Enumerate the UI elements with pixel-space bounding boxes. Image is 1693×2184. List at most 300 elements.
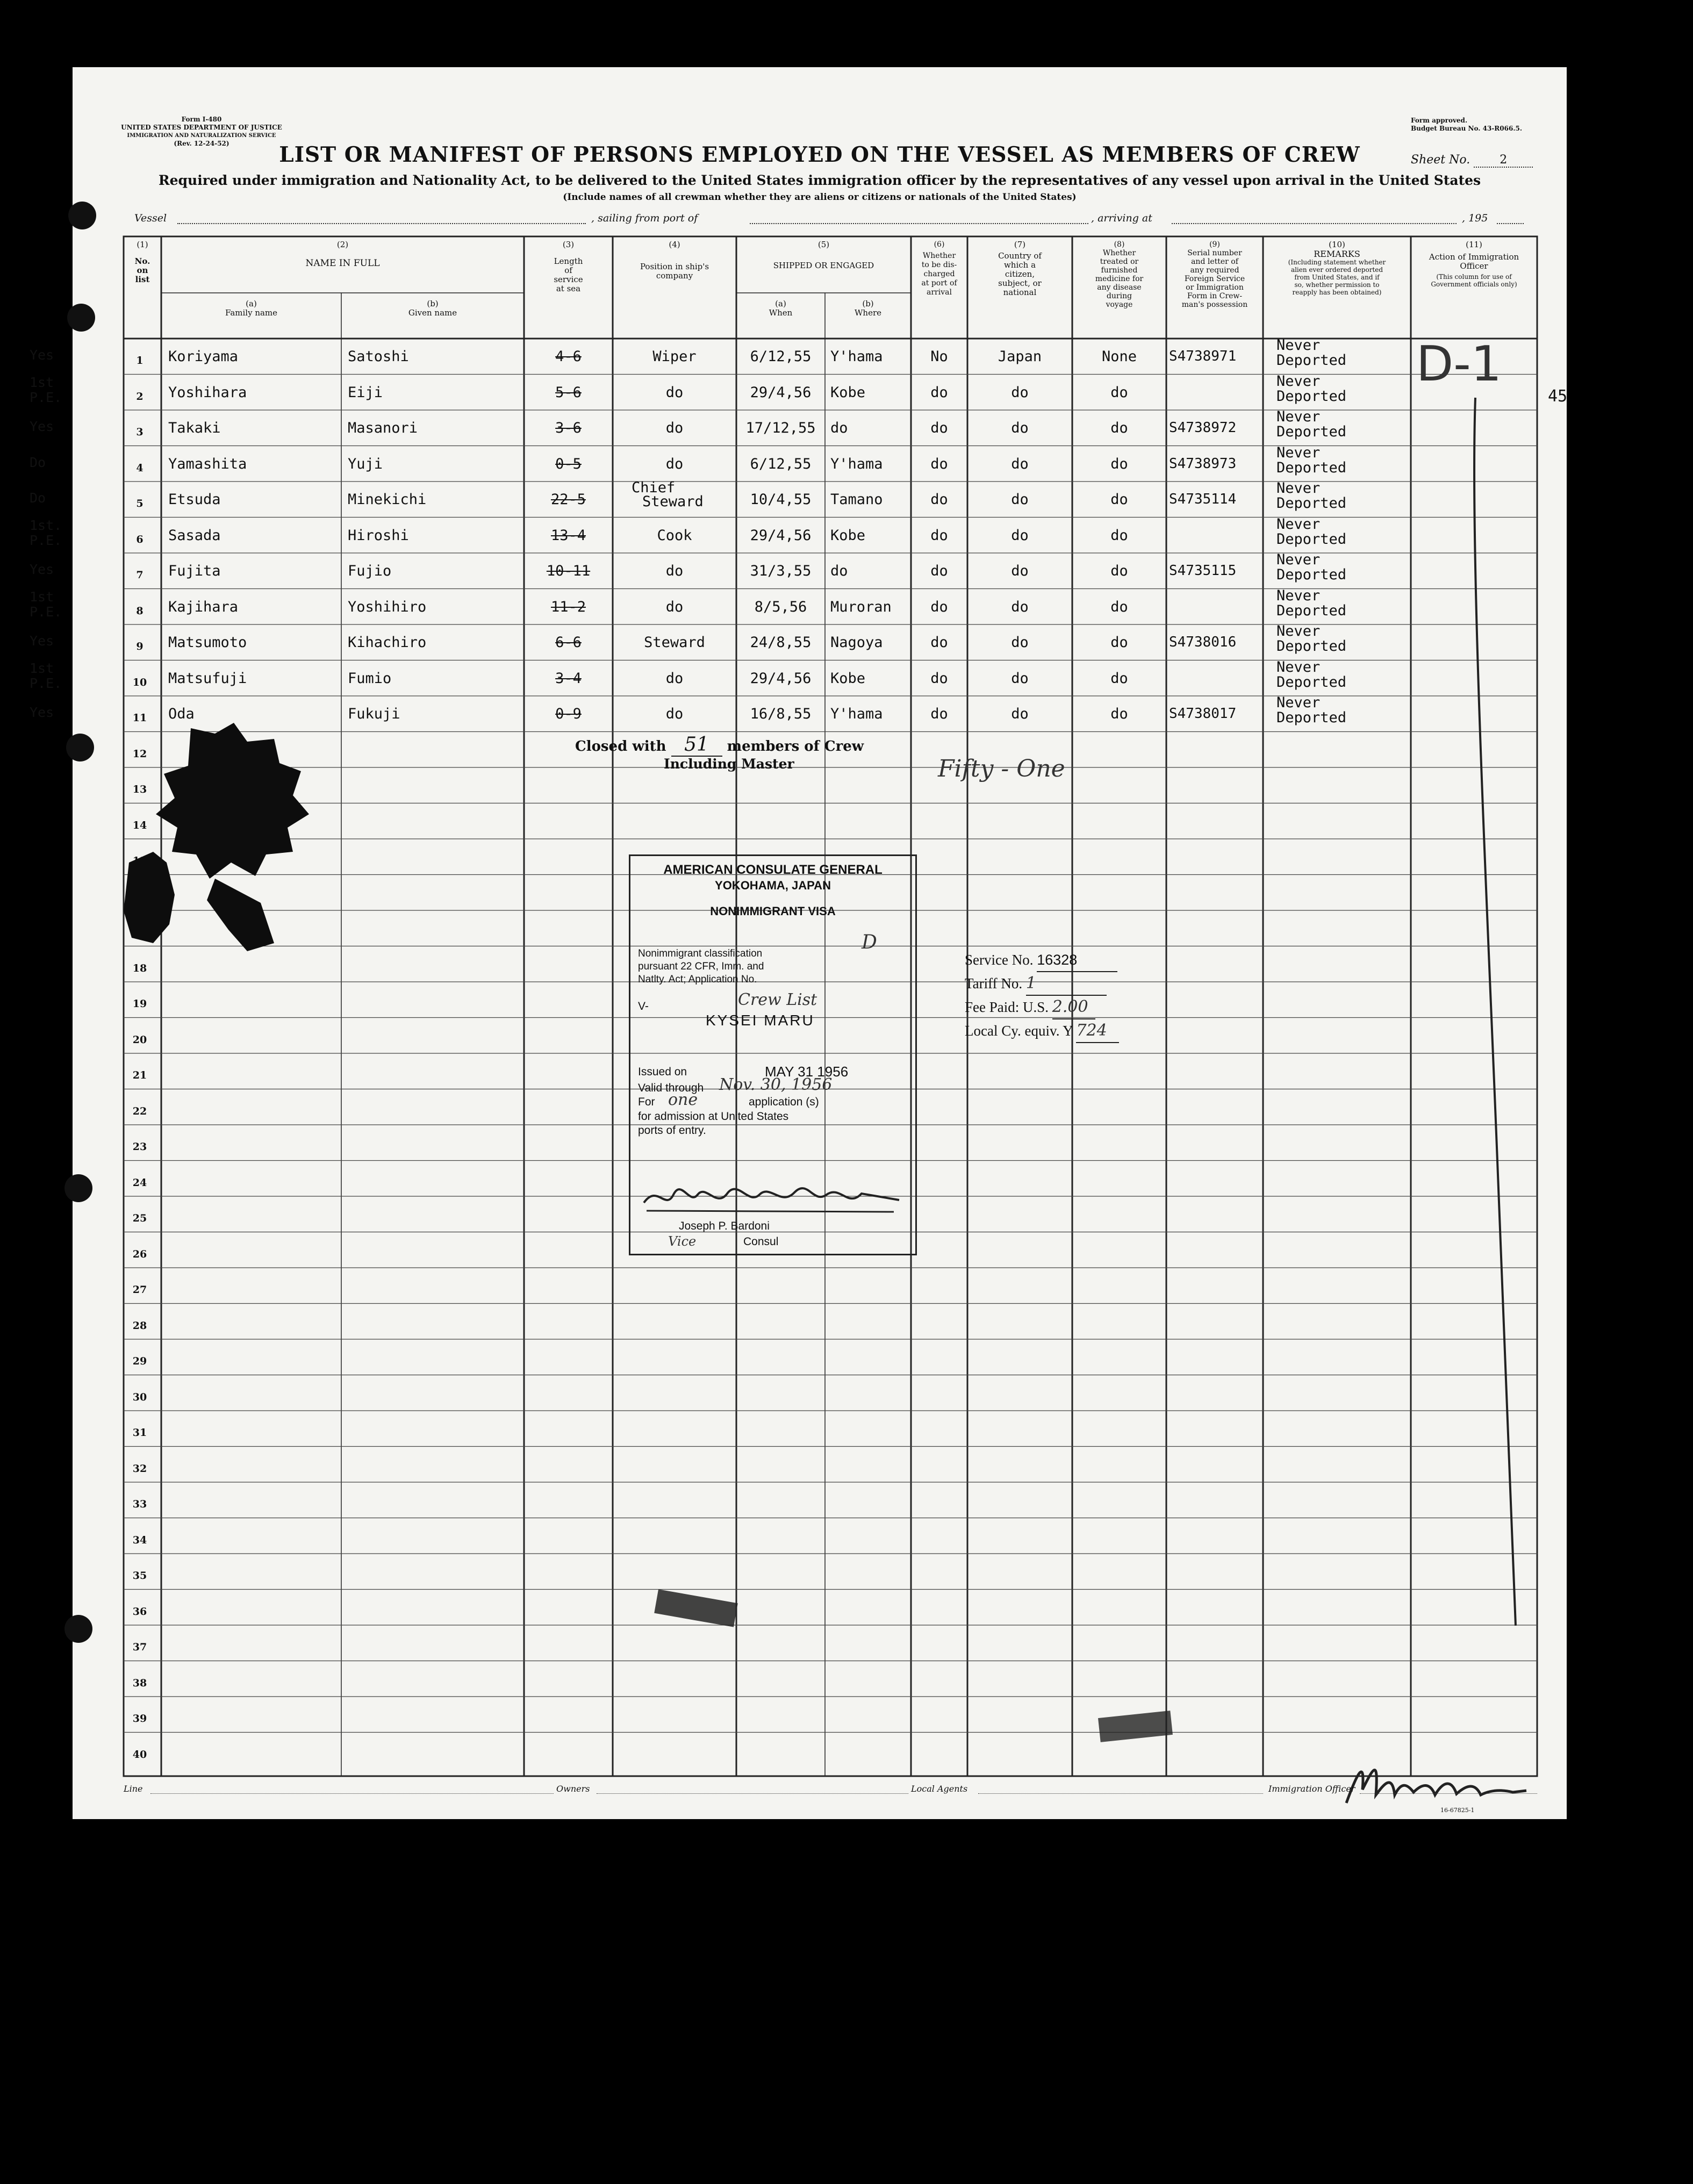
row-number: 10 (132, 676, 147, 688)
family-name: Yamashita (168, 455, 247, 472)
row-number: 9 (136, 641, 144, 652)
page-subtitle: Required under immigration and Nationality Act, to be delivered to the United States immigration officer by the representatives of any vessel upon arrival in the United States (158, 173, 1481, 188)
crew-count: 51 (671, 734, 722, 757)
col-index: (4) (669, 240, 680, 249)
footer-officer-label: Immigration Officer (1268, 1784, 1355, 1794)
crew-row (30, 372, 1567, 411)
col-index: (1) (137, 240, 148, 249)
fee-label: Fee Paid: U.S. (965, 999, 1049, 1015)
col-title-line: When (769, 308, 793, 318)
position: Cook (657, 527, 692, 544)
sheet-label: Sheet No. (1411, 153, 1470, 167)
stamp-signer-title: Vice (668, 1234, 697, 1249)
row-number: 20 (132, 1033, 147, 1046)
stamp-issued-date: MAY 31 1956 (765, 1064, 849, 1080)
crew-row (30, 479, 1567, 518)
col-title-line: furnished (1101, 266, 1138, 275)
col-header-shipped (736, 240, 911, 270)
stamp-valid-label: Valid through (638, 1082, 704, 1094)
service-length: 0-9 (555, 706, 582, 722)
col-index: (7) (1014, 240, 1026, 249)
family-name: Fujita (168, 563, 221, 579)
row-number: 13 (132, 784, 147, 795)
remarks: Deported (1276, 602, 1347, 619)
stamp-issued-label: Issued on (638, 1066, 687, 1078)
medicine: do (1110, 384, 1128, 401)
service-length: 10-11 (546, 563, 591, 579)
stamp-consul: Consul (743, 1235, 779, 1248)
shipped-when: 10/4,55 (750, 491, 812, 508)
crew-row (30, 337, 1567, 375)
medicine: do (1110, 670, 1128, 687)
footer-agents-field (978, 1793, 1263, 1794)
medicine: None (1101, 348, 1137, 365)
col-title-line: citizen, (1005, 269, 1035, 279)
shipped-where: do (830, 563, 848, 579)
stamp-v-label: V- (638, 1000, 649, 1012)
stamp-line: pursuant 22 CFR, Imm. and (638, 961, 764, 972)
service-length: 5-6 (555, 384, 582, 401)
shipped-where: Y'hama (830, 455, 883, 472)
col-title-line: any required (1190, 266, 1239, 275)
shipped-when: 8/5,56 (754, 598, 807, 615)
col-index: (9) (1209, 240, 1220, 249)
remarks: Deported (1276, 638, 1347, 655)
crew-count-words: Fifty - One (938, 755, 1065, 782)
col-title-line: arrival (927, 288, 952, 297)
stamp-for-value: one (668, 1090, 698, 1109)
fee-tariff-row (965, 972, 1233, 996)
service-length: 13-4 (550, 527, 586, 544)
col-title-line: and letter of (1191, 257, 1238, 266)
arriving-label: , arriving at (1091, 212, 1152, 224)
col-header-service (524, 240, 613, 293)
given-name: Eiji (348, 384, 383, 401)
fee-service-row (965, 949, 1233, 972)
stamp-line: Natlty. Act; Application No. (638, 974, 757, 985)
family-name: Koriyama (168, 348, 239, 365)
country: do (1011, 527, 1029, 544)
row-number: 25 (132, 1212, 147, 1224)
col-index: (b) (427, 299, 439, 308)
medicine: do (1110, 420, 1128, 436)
remarks: Deported (1276, 352, 1347, 369)
remarks: Never (1276, 408, 1321, 425)
punch-hole (67, 304, 95, 332)
local-label: Local Cy. equiv. Y (965, 1023, 1073, 1039)
country: do (1011, 670, 1029, 687)
col-title-line: Government officials only) (1431, 281, 1517, 288)
col-title-line: alien ever ordered deported (1290, 266, 1383, 274)
col-title-line: list (135, 275, 150, 284)
stamp-admission (638, 1110, 788, 1138)
remarks: Never (1276, 587, 1321, 604)
boarding-note: P.E. (30, 604, 62, 620)
boarding-note: 1st (30, 660, 54, 676)
discharge: do (930, 670, 948, 687)
col-title-line: medicine for (1095, 275, 1144, 283)
row-number: 32 (132, 1462, 147, 1475)
remarks: Deported (1276, 387, 1347, 405)
given-name: Kihachiro (348, 634, 427, 651)
col-title-line: Position in ship's (640, 262, 709, 271)
position: do (665, 563, 684, 579)
col-title-line: Form in Crew- (1187, 292, 1243, 300)
col-header-given (341, 299, 524, 318)
country: do (1011, 420, 1029, 436)
col-title-line: SHIPPED OR ENGAGED (773, 261, 874, 270)
remarks: Deported (1276, 495, 1347, 512)
col-header-discharge (911, 240, 967, 297)
family-name: Matsufuji (168, 670, 247, 687)
members-label: members of Crew (727, 738, 864, 755)
stamp-classification (638, 947, 764, 986)
country: do (1011, 634, 1029, 651)
boarding-note: 1st (30, 374, 54, 390)
row-number: 29 (132, 1355, 147, 1367)
col-index: (10) (1329, 240, 1345, 249)
service-length: 22-5 (550, 491, 586, 508)
shipped-when: 31/3,55 (750, 563, 812, 579)
remarks: Never (1276, 515, 1321, 533)
position: Wiper (652, 348, 697, 365)
shipped-where: Kobe (830, 670, 866, 687)
row-number: 18 (132, 962, 147, 974)
family-name: Sasada (168, 527, 221, 544)
punch-hole (66, 734, 94, 761)
stamp-visa-type: NONIMMIGRANT VISA (710, 904, 836, 918)
crew-row (30, 587, 1567, 625)
action-bracket-line (1465, 395, 1572, 1631)
row-number: 22 (132, 1105, 147, 1117)
sailing-label: , sailing from port of (591, 212, 698, 224)
row-number: 36 (132, 1605, 147, 1618)
row-number: 4 (136, 462, 144, 474)
discharge: do (930, 634, 948, 651)
discharge: do (930, 420, 948, 436)
footer-line-label: Line (124, 1784, 143, 1794)
agency-line: IMMIGRATION AND NATURALIZATION SERVICE (127, 133, 276, 139)
fee-stamp (965, 949, 1233, 1043)
shipped-when: 24/8,55 (750, 634, 812, 651)
shipped-where: Nagoya (830, 634, 883, 651)
boarding-note: Yes (30, 705, 54, 720)
action-code: D-1 (1416, 336, 1502, 392)
row-number: 38 (132, 1677, 147, 1689)
shipped-when: 6/12,55 (750, 348, 812, 365)
col-header-position (613, 240, 736, 281)
col-title-line: Whether (922, 252, 956, 260)
row-number: 31 (132, 1427, 147, 1439)
serial-number: S4738017 (1169, 706, 1237, 722)
col-title-line: subject, or (998, 278, 1042, 288)
col-title-line: Foreign Service (1184, 275, 1245, 283)
service-label: Service No. (965, 952, 1034, 968)
row-number: 14 (132, 819, 147, 831)
country: do (1011, 563, 1029, 579)
row-number: 35 (132, 1570, 147, 1582)
shipped-when: 29/4,56 (750, 527, 812, 544)
fee-paid-row (965, 996, 1233, 1019)
crew-row (30, 658, 1567, 696)
remarks: Deported (1276, 423, 1347, 440)
col-title-line: Length (554, 256, 583, 266)
footer-line-field (150, 1793, 554, 1794)
crew-row (30, 551, 1567, 589)
row-number: 34 (132, 1534, 147, 1546)
medicine: do (1110, 527, 1128, 544)
boarding-note: P.E. (30, 675, 62, 691)
remarks: Never (1276, 623, 1321, 640)
boarding-note: Do (30, 454, 46, 470)
footer-owners-label: Owners (556, 1784, 590, 1794)
including-master: Including Master (664, 756, 794, 772)
position: Steward (644, 634, 705, 651)
col-index: (8) (1114, 240, 1125, 249)
col-title-line: Country of (998, 251, 1042, 261)
row-number: 7 (136, 569, 144, 581)
given-name: Fujio (348, 563, 392, 579)
col-index: (6) (934, 240, 945, 249)
remarks: Deported (1276, 566, 1347, 583)
family-name: Takaki (168, 420, 221, 436)
row-number: 33 (132, 1498, 147, 1510)
serial-number: S4738973 (1169, 455, 1237, 472)
col-header-when (736, 299, 825, 318)
remarks: Never (1276, 694, 1321, 711)
shipped-where: Y'hama (830, 348, 883, 365)
boarding-note: Yes (30, 347, 54, 363)
given-name: Yoshihiro (348, 598, 427, 615)
row-number: 1 (136, 355, 144, 367)
country: do (1011, 706, 1029, 722)
col-title-line: on (137, 265, 148, 275)
col-title-line: so, whether permission to (1294, 281, 1380, 289)
col-header-where (825, 299, 911, 318)
row-number: 11 (132, 712, 147, 724)
medicine: do (1110, 455, 1128, 472)
position: do (665, 598, 684, 615)
action-number: 45 (1548, 387, 1568, 406)
col-title-line: service (554, 275, 583, 284)
footer-line (124, 1781, 1537, 1803)
stamp-class-value: D (862, 931, 877, 953)
position: Steward (642, 493, 704, 510)
col-title-line: Serial number (1187, 249, 1242, 257)
row-number: 12 (132, 748, 147, 760)
stamp-application: application (s) (749, 1096, 819, 1108)
remarks: Deported (1276, 530, 1347, 548)
col-header-remarks (1263, 240, 1411, 296)
given-name: Hiroshi (348, 527, 409, 544)
col-title-line: NAME IN FULL (305, 258, 380, 269)
col-title-line: reapply has been obtained) (1292, 289, 1382, 296)
family-name: Matsumoto (168, 634, 247, 651)
remarks: Deported (1276, 459, 1347, 476)
discharge: do (930, 527, 948, 544)
col-title-line: Whether (1102, 249, 1136, 257)
col-title-line: man's possession (1181, 300, 1248, 309)
given-name: Fukuji (348, 706, 400, 722)
discharge: do (930, 384, 948, 401)
col-title-line: which a (1003, 260, 1036, 270)
tariff-value: 1 (1026, 972, 1107, 996)
remarks: Never (1276, 444, 1321, 461)
shipped-where: Kobe (830, 384, 866, 401)
position: do (665, 384, 684, 401)
approval-line: Form approved. (1411, 117, 1468, 124)
col-title-line: Given name (408, 308, 457, 318)
service-value: 16328 (1037, 949, 1117, 972)
stamp-for-label: For (638, 1096, 655, 1108)
row-number: 21 (132, 1069, 147, 1081)
col-title-line: at port of (921, 279, 957, 288)
col-header-family (161, 299, 341, 318)
crew-row (30, 408, 1567, 446)
remarks: Never (1276, 551, 1321, 568)
row-number: 40 (132, 1748, 147, 1761)
col-title-line: of (564, 265, 572, 275)
shipped-when: 16/8,55 (750, 706, 812, 722)
shipped-where: Kobe (830, 527, 866, 544)
family-name: Yoshihara (168, 384, 247, 401)
service-length: 4-6 (555, 348, 582, 365)
col-title-line: any disease (1097, 283, 1142, 292)
col-index: (b) (862, 299, 874, 308)
agency-line: UNITED STATES DEPARTMENT OF JUSTICE (121, 124, 282, 131)
medicine: do (1110, 598, 1128, 615)
country: do (1011, 455, 1029, 472)
medicine: do (1110, 563, 1128, 579)
embossed-seal (121, 717, 363, 970)
year-label: , 195 (1462, 212, 1488, 224)
col-header-no (124, 240, 161, 284)
col-header-action (1411, 240, 1537, 288)
row-number: 26 (132, 1248, 147, 1260)
service-length: 3-4 (555, 670, 582, 687)
col-title-line: Where (854, 308, 881, 318)
punch-hole (64, 1615, 92, 1643)
col-title-line: during (1106, 292, 1132, 300)
stamp-city: YOKOHAMA, JAPAN (715, 879, 831, 892)
punch-hole (68, 202, 96, 229)
fee-value: 2.00 (1052, 996, 1095, 1019)
shipped-when: 6/12,55 (750, 455, 812, 472)
row-number: 23 (132, 1141, 147, 1153)
local-value: 724 (1076, 1019, 1119, 1043)
footer-owners-field (597, 1793, 908, 1794)
row-number: 2 (136, 390, 144, 403)
visa-stamp (629, 854, 917, 1255)
discharge: do (930, 491, 948, 508)
discharge: do (930, 598, 948, 615)
page-title: LIST OR MANIFEST OF PERSONS EMPLOYED ON THE VESSEL AS MEMBERS OF CREW (279, 142, 1360, 167)
given-name: Minekichi (348, 491, 427, 508)
remarks: Deported (1276, 709, 1347, 726)
shipped-where: Tamano (830, 491, 883, 508)
country: Japan (998, 348, 1042, 365)
given-name: Satoshi (348, 348, 409, 365)
page-note: (Include names of all crewman whether they are aliens or citizens or nationals of the United States) (563, 192, 1077, 203)
col-title-line: company (656, 271, 693, 281)
col-index: (11) (1466, 240, 1482, 249)
serial-number: S4738971 (1169, 348, 1237, 364)
shipped-where: do (830, 420, 848, 436)
footer-officer-field (1360, 1793, 1537, 1794)
row-number: 5 (136, 498, 144, 509)
col-index: (5) (817, 240, 830, 249)
service-length: 0-5 (555, 455, 582, 472)
col-index: (3) (562, 240, 575, 249)
boarding-note: P.E. (30, 389, 62, 405)
col-title-line: from United States, and if (1294, 274, 1380, 281)
row-number: 30 (132, 1391, 147, 1403)
col-title-line: REMARKS (1314, 249, 1360, 259)
boarding-note: 1st (30, 588, 54, 605)
remarks: Never (1276, 658, 1321, 676)
discharge: No (930, 348, 948, 365)
col-header-medicine (1072, 240, 1166, 309)
country: do (1011, 491, 1029, 508)
row-number: 37 (132, 1641, 147, 1653)
col-title-line: voyage (1106, 300, 1133, 309)
medicine: do (1110, 634, 1128, 651)
shipped-where: Muroran (830, 598, 892, 615)
agency-line: (Rev. 12-24-52) (174, 140, 229, 147)
row-number: 24 (132, 1176, 147, 1189)
position: do (665, 455, 684, 472)
stamp-valid-date: Nov. 30, 1956 (719, 1075, 833, 1094)
stamp-consulate: AMERICAN CONSULATE GENERAL (663, 863, 883, 877)
boarding-note: Yes (30, 419, 54, 434)
row-number: 28 (132, 1319, 147, 1332)
stamp-crew-list: Crew List (738, 990, 817, 1009)
closed-with-label: Closed with (575, 738, 666, 755)
boarding-note: 1st. (30, 517, 62, 533)
col-title-line: to be dis- (921, 261, 957, 269)
remarks: Never (1276, 337, 1321, 354)
approval-line: Budget Bureau No. 43-R066.5. (1411, 125, 1523, 132)
stamp-line: Nonimmigrant classification (638, 948, 763, 959)
family-name: Kajihara (168, 598, 239, 615)
col-title-line: or Immigration (1186, 283, 1244, 292)
col-header-name (161, 240, 524, 268)
given-name: Masanori (348, 420, 418, 436)
col-index: (a) (775, 299, 786, 308)
remarks: Never (1276, 480, 1321, 497)
boarding-note: P.E. (30, 532, 62, 548)
medicine: do (1110, 706, 1128, 722)
col-title-line: (Including statement whether (1288, 258, 1386, 266)
stamp-line: ports of entry. (638, 1124, 706, 1137)
col-title-line: No. (134, 256, 150, 266)
country: do (1011, 598, 1029, 615)
stamp-signer: Joseph P. Bardoni (679, 1220, 770, 1232)
given-name: Fumio (348, 670, 392, 687)
col-title-line: Action of Immigration (1429, 252, 1519, 262)
crew-row (30, 623, 1567, 660)
col-title-line: charged (923, 270, 955, 278)
serial-number: S4735115 (1169, 563, 1237, 579)
col-title-line: national (1003, 288, 1037, 297)
sheet-value: 2 (1474, 153, 1533, 168)
crew-row (30, 515, 1567, 554)
row-number: 3 (136, 426, 144, 438)
shipped-where: Y'hama (830, 706, 883, 722)
boarding-note: Do (30, 490, 46, 506)
col-index: (2) (336, 240, 349, 249)
service-length: 11-2 (550, 598, 586, 615)
